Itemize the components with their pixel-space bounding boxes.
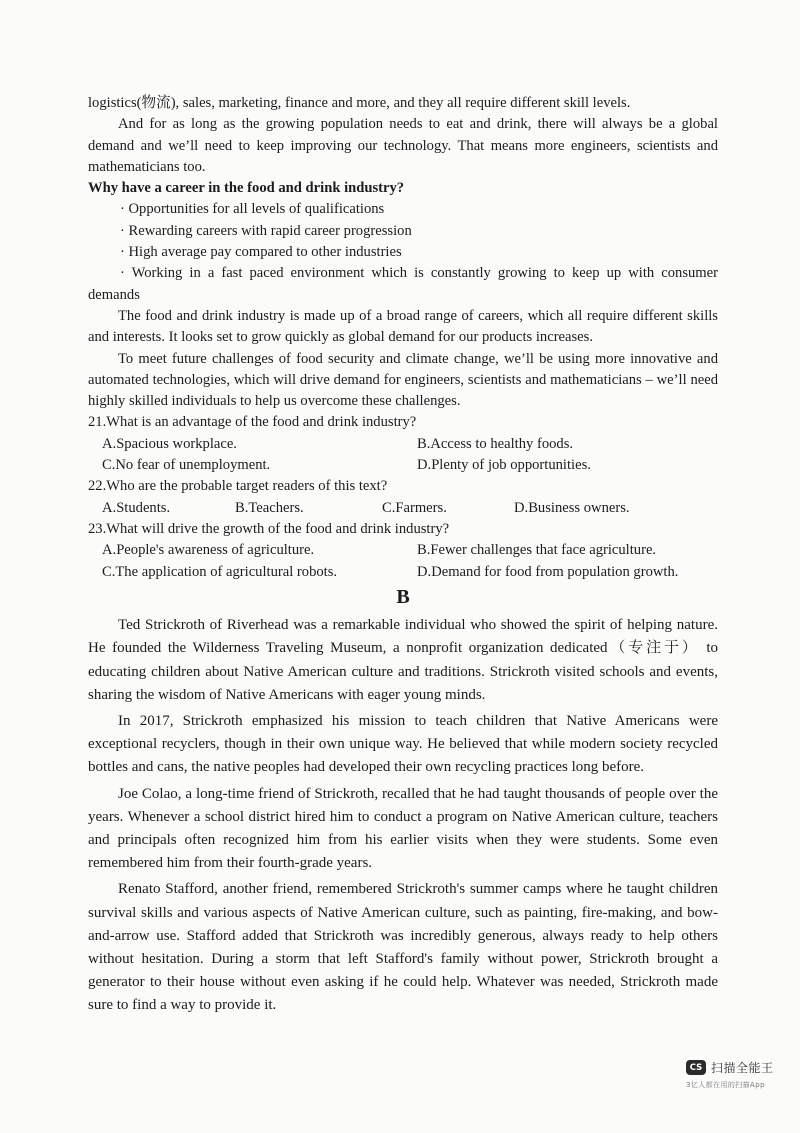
page-content (88, 93, 718, 1021)
option-d: D.Plenty of job opportunities. (417, 457, 591, 474)
option-c: C.Farmers. (382, 499, 447, 516)
passage-a-demand-paragraph: And for as long as the growing population needs to eat and drink, there will always be a global demand and we’ll need to keep improving our technology. That means more engineers, scientists and mathematicians too. (88, 116, 718, 175)
watermark-app-name: 扫描全能王 (711, 1061, 774, 1075)
passage-a-range-paragraph: The food and drink industry is made up of a broad range of careers, which all require different skills and interests. It looks set to grow quickly as global demand for our products increases. (88, 307, 718, 346)
option-c: C.The application of agricultural robots. (102, 563, 338, 580)
camscanner-logo-icon: CS (686, 1060, 706, 1075)
section-b-paragraph: Ted Strickroth of Riverhead was a remarkable individual who showed the spirit of helping nature. He founded the Wilderness Traveling Museum, a nonprofit organization dedicated（专注于） to educating children about Native American culture and traditions. Strickroth visited schools and events, sharing the wisdom of Native Americans with eager young minds. (88, 617, 718, 703)
bullet-item: · Working in a fast paced environment which is constantly growing to keep up with consumer demands (88, 265, 718, 303)
section-b-passage (88, 614, 718, 1017)
question-21-options-row-2 (88, 455, 718, 476)
question-23-stem: 23.What will drive the growth of the food and drink industry? (88, 520, 450, 537)
passage-a-heading: Why have a career in the food and drink industry? (88, 180, 405, 197)
section-b-paragraph: Renato Stafford, another friend, remembered Strickroth's summer camps where he taught children survival skills and various aspects of Native American culture, such as painting, fire-making, and bow-and-arrow use. Stafford added that Strickroth was incredibly generous, always ready to help others without hesitation. During a storm that left Stafford's family without power, Strickroth brought a generator to their house without even asking if he could help. Whatever was needed, Strickroth made sure to find a way to provide it. (88, 881, 718, 1014)
watermark-tagline: 3亿人都在用的扫描App (686, 1081, 765, 1089)
bullet-item: · Rewarding careers with rapid career progression (120, 222, 412, 239)
option-b: B.Teachers. (235, 499, 304, 516)
section-b-paragraph: In 2017, Strickroth emphasized his mission to teach children that Native Americans were exceptional recyclers, though in their own unique way. He believed that while modern society recycled bottles and cans, the native peoples had developed their own recycling practices long before. (88, 712, 718, 776)
bullet-item: · Opportunities for all levels of qualifications (120, 201, 385, 218)
question-22-stem: 22.Who are the probable target readers of this text? (88, 478, 388, 495)
option-d: D.Demand for food from population growth. (417, 563, 679, 580)
section-b-paragraph: Joe Colao, a long-time friend of Strickroth, recalled that he had taught thousands of people over the years. Whenever a school district hired him to conduct a program on Native American culture, teachers and principals often recognized him from his earlier visits when they were students. Some even remembered him from their fourth-grade years. (88, 785, 718, 872)
scanner-watermark (686, 1059, 774, 1076)
option-a: A.People's awareness of agriculture. (102, 542, 315, 559)
option-d: D.Business owners. (514, 499, 630, 516)
question-23-options-row-2 (88, 562, 718, 583)
passage-a-future-paragraph: To meet future challenges of food security and climate change, we’ll be using more innovative and automated technologies, which will drive demand for engineers, scientists and mathematicians – we’ll need highly skilled individuals to help us overcome these challenges. (88, 350, 718, 410)
section-b-heading: B (396, 585, 410, 608)
question-22-options (88, 498, 718, 519)
option-a: A.Students. (102, 499, 171, 516)
option-a: A.Spacious workplace. (102, 435, 237, 452)
bullet-item: · High average pay compared to other industries (120, 244, 402, 261)
option-b: B.Fewer challenges that face agriculture. (417, 542, 657, 559)
question-21-stem: 21.What is an advantage of the food and drink industry? (88, 414, 417, 431)
option-b: B.Access to healthy foods. (417, 435, 574, 452)
question-21-options (88, 434, 718, 455)
option-c: C.No fear of unemployment. (102, 457, 271, 474)
passage-a-continuation: logistics(物流), sales, marketing, finance and more, and they all require different skill levels. (88, 95, 631, 111)
question-23-options (88, 540, 718, 561)
